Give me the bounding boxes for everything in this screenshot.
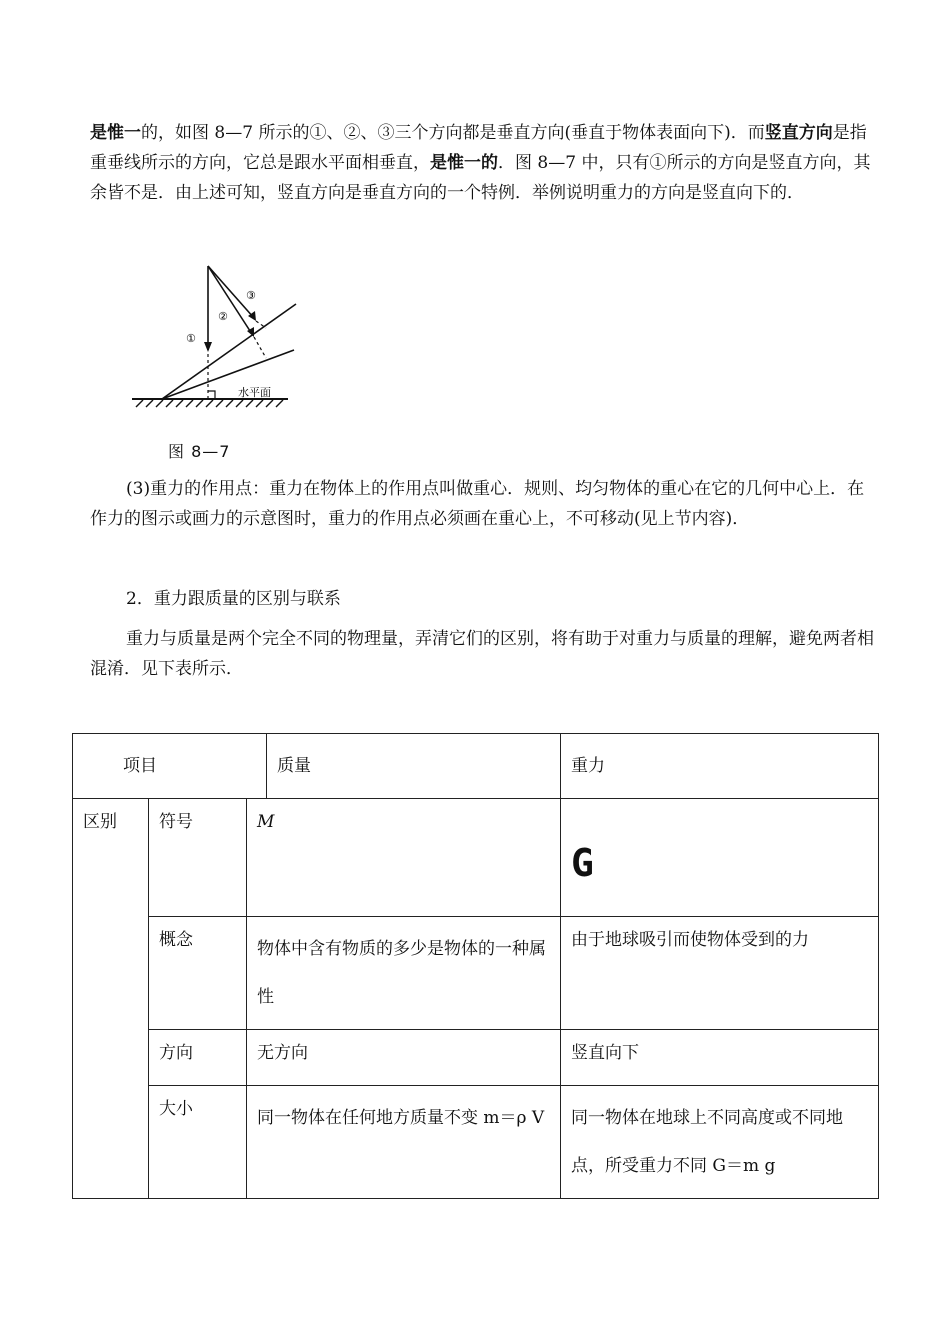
header-item: 项目	[73, 734, 267, 799]
table-row	[73, 1086, 879, 1199]
table-header-row	[73, 734, 879, 799]
cell-mass-concept: 物体中含有物质的多少是物体的一种属性	[247, 917, 561, 1030]
header-gravity: 重力	[561, 734, 879, 799]
paragraph-vertical-direction	[90, 118, 880, 208]
label-3: ③	[246, 289, 256, 302]
body-text: 的，如图 8—7 所示的①、②、③三个方向都是垂直方向(垂直于物体表面向下)．而	[141, 123, 765, 143]
right-angle-mark-ground	[208, 391, 215, 398]
bold-text: 是惟一	[90, 123, 141, 143]
gravity-symbol: G	[571, 841, 594, 885]
row-label: 大小	[149, 1086, 247, 1199]
cell-gravity-symbol	[561, 799, 879, 917]
section-heading: 2．重力跟质量的区别与联系	[126, 589, 341, 609]
incline-upper	[162, 304, 296, 399]
label-1: ①	[186, 332, 196, 345]
paragraph-center-of-gravity: (3)重力的作用点：重力在物体上的作用点叫做重心．规则、均匀物体的重心在它的几何中心上．在作力的图示或画力的示意图时，重力的作用点必须画在重心上，不可移动(见上节内容)．	[90, 479, 865, 529]
cell-mass-magnitude: 同一物体在任何地方质量不变 m＝ρ V	[247, 1086, 561, 1199]
label-horizontal-plane: 水平面	[238, 386, 271, 399]
cell-mass-symbol: M	[247, 799, 561, 917]
header-mass: 质量	[267, 734, 561, 799]
bold-text: 竖直方向	[764, 123, 833, 143]
comparison-table	[72, 733, 879, 1199]
paragraph-intro-table: 重力与质量是两个完全不同的物理量，弄清它们的区别，将有助于对重力与质量的理解，避免两者相混淆．见下表所示．	[90, 629, 874, 679]
label-2: ②	[218, 310, 228, 323]
group-label: 区别	[73, 799, 149, 1199]
figure-caption: 图 8—7	[168, 442, 231, 461]
direction-diagram	[128, 258, 308, 438]
cell-gravity-direction: 竖直向下	[561, 1030, 879, 1086]
row-label: 符号	[149, 799, 247, 917]
row-label: 方向	[149, 1030, 247, 1086]
table-row	[73, 1030, 879, 1086]
table-row	[73, 799, 879, 917]
ground-hatching	[136, 400, 283, 407]
incline-lower	[162, 350, 294, 399]
bold-text: 是惟一的	[430, 153, 498, 173]
arrow-1-head	[204, 342, 212, 352]
figure-8-7-diagram	[128, 258, 308, 468]
arrow-2-dashed	[254, 337, 266, 358]
cell-mass-direction: 无方向	[247, 1030, 561, 1086]
cell-gravity-magnitude: 同一物体在地球上不同高度或不同地点，所受重力不同 G＝m g	[561, 1086, 879, 1199]
body-text: 是指重垂线所示的方向，它总是跟水平面相垂直，	[90, 123, 867, 173]
cell-gravity-concept: 由于地球吸引而使物体受到的力	[561, 917, 879, 1030]
row-label: 概念	[149, 917, 247, 1030]
body-text: ．图 8—7 中，只有①所示的方向是竖直方向，其余皆不是．由上述可知，竖直方向是垂直方向的一个特例．举例说明重力的方向是竖直向下的．	[90, 153, 871, 203]
table-row	[73, 917, 879, 1030]
